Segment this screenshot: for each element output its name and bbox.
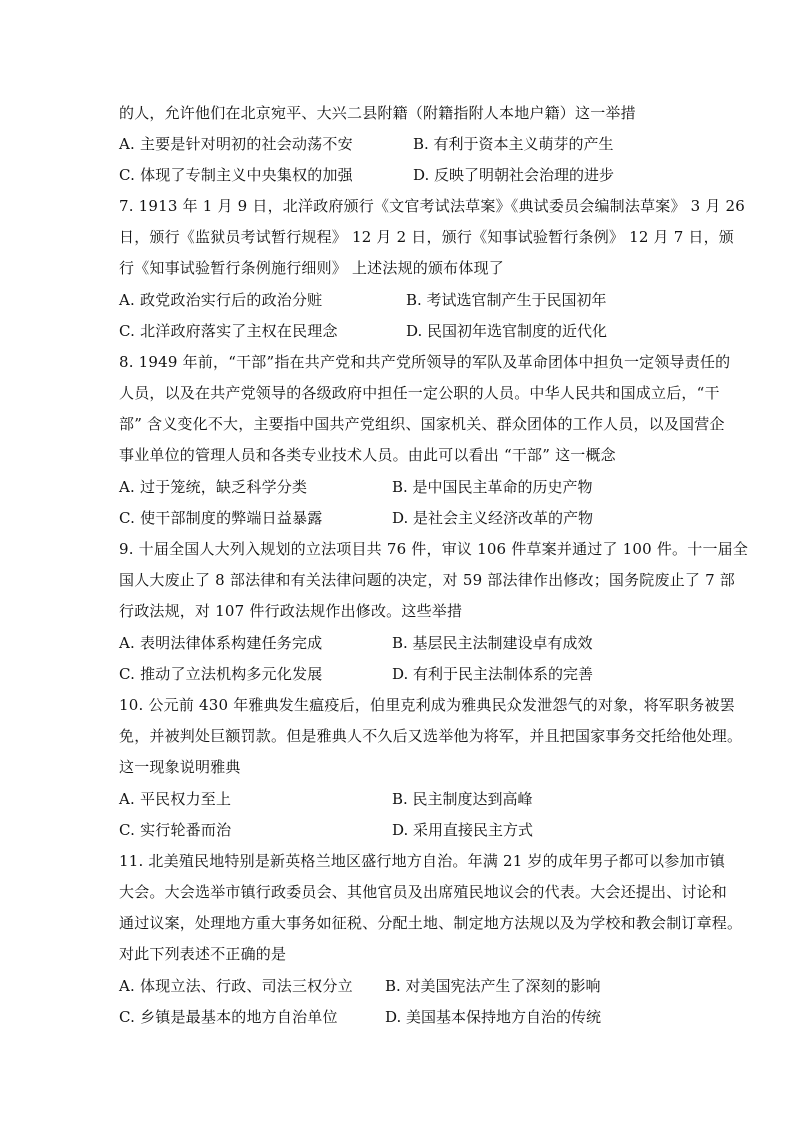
q7-option-a: A. 政党政治实行后的政治分赃 bbox=[119, 291, 323, 309]
q8-stem-line-4: 事业单位的管理人员和各类专业技术人员。由此可以看出 “干部” 这一概念 bbox=[119, 446, 616, 464]
q11-stem-line-3: 通过议案，处理地方重大事务如征税、分配土地、制定地方法规以及为学校和教会制订章程。 bbox=[119, 914, 743, 932]
q8-stem-line-1: 8. 1949 年前，“干部”指在共产党和共产党所领导的军队及革命团体中担负一定领导责任的 bbox=[119, 353, 731, 371]
q10-stem-line-2: 免，并被判处巨额罚款。但是雅典人不久后又选举他为将军，并且把国家事务交托给他处理。 bbox=[119, 727, 743, 745]
q8-stem-line-2: 人员，以及在共产党领导的各级政府中担任一定公职的人员。中华人民共和国成立后，“干 bbox=[119, 384, 720, 402]
q8-option-d: D. 是社会主义经济改革的产物 bbox=[392, 509, 594, 527]
q11-option-b: B. 对美国宪法产生了深刻的影响 bbox=[385, 977, 601, 995]
q8-option-a: A. 过于笼统，缺乏科学分类 bbox=[119, 478, 308, 496]
q9-stem-line-3: 行政法规，对 107 件行政法规作出修改。这些举措 bbox=[119, 602, 463, 620]
prev-option-a: A. 主要是针对明初的社会动荡不安 bbox=[119, 135, 353, 153]
q11-stem-line-4: 对此下列表述不正确的是 bbox=[119, 945, 287, 963]
q8-option-c: C. 使干部制度的弊端日益暴露 bbox=[119, 509, 323, 527]
prev-option-c: C. 体现了专制主义中央集权的加强 bbox=[119, 166, 353, 184]
q7-option-d: D. 民国初年选官制度的近代化 bbox=[406, 322, 608, 340]
q11-option-a: A. 体现立法、行政、司法三权分立 bbox=[119, 977, 353, 995]
prev-question-tail: 的人，允许他们在北京宛平、大兴二县附籍（附籍指附人本地户籍）这一举措 bbox=[119, 104, 636, 122]
q8-stem-line-3: 部” 含义变化不大，主要指中国共产党组织、国家机关、群众团体的工作人员，以及国营企 bbox=[119, 415, 725, 433]
q11-stem-line-1: 11. 北美殖民地特别是新英格兰地区盛行地方自治。年满 21 岁的成年男子都可以参加市镇 bbox=[119, 852, 726, 870]
q10-option-d: D. 采用直接民主方式 bbox=[392, 821, 534, 839]
q7-stem-line-2: 日，颁行《监狱员考试暂行规程》 12 月 2 日，颁行《知事试验暂行条例》 12 月 7 日，颁 bbox=[119, 228, 735, 246]
q7-option-c: C. 北洋政府落实了主权在民理念 bbox=[119, 322, 338, 340]
q9-stem-line-2: 国人大废止了 8 部法律和有关法律问题的决定，对 59 部法律作出修改；国务院废止了 7 部 bbox=[119, 571, 735, 589]
q11-option-d: D. 美国基本保持地方自治的传统 bbox=[385, 1008, 602, 1026]
q10-stem-line-3: 这一现象说明雅典 bbox=[119, 758, 241, 776]
q11-option-c: C. 乡镇是最基本的地方自治单位 bbox=[119, 1008, 338, 1026]
q9-option-b: B. 基层民主法制建设卓有成效 bbox=[392, 634, 593, 652]
q8-option-b: B. 是中国民主革命的历史产物 bbox=[392, 478, 593, 496]
q11-stem-line-2: 大会。大会选举市镇行政委员会、其他官员及出席殖民地议会的代表。大会还提出、讨论和 bbox=[119, 883, 728, 901]
q10-option-a: A. 平民权力至上 bbox=[119, 790, 232, 808]
q9-option-c: C. 推动了立法机构多元化发展 bbox=[119, 665, 323, 683]
q10-option-b: B. 民主制度达到高峰 bbox=[392, 790, 533, 808]
q9-stem-line-1: 9. 十届全国人大列入规划的立法项目共 76 件，审议 106 件草案并通过了 100 件。十一届全 bbox=[119, 540, 749, 558]
q7-stem-line-1: 7. 1913 年 1 月 9 日，北洋政府颁行《文官考试法草案》《典试委员会编制法草案》 3 月 26 bbox=[119, 197, 746, 215]
q10-stem-line-1: 10. 公元前 430 年雅典发生瘟疫后，伯里克利成为雅典民众发泄怨气的对象，将军职务被罢 bbox=[119, 696, 735, 714]
q7-stem-line-3: 行《知事试验暂行条例施行细则》 上述法规的颁布体现了 bbox=[119, 259, 504, 277]
prev-option-b: B. 有利于资本主义萌芽的产生 bbox=[413, 135, 614, 153]
q9-option-d: D. 有利于民主法制体系的完善 bbox=[392, 665, 594, 683]
q7-option-b: B. 考试选官制产生于民国初年 bbox=[406, 291, 607, 309]
prev-option-d: D. 反映了明朝社会治理的进步 bbox=[413, 166, 615, 184]
q9-option-a: A. 表明法律体系构建任务完成 bbox=[119, 634, 323, 652]
q10-option-c: C. 实行轮番而治 bbox=[119, 821, 232, 839]
